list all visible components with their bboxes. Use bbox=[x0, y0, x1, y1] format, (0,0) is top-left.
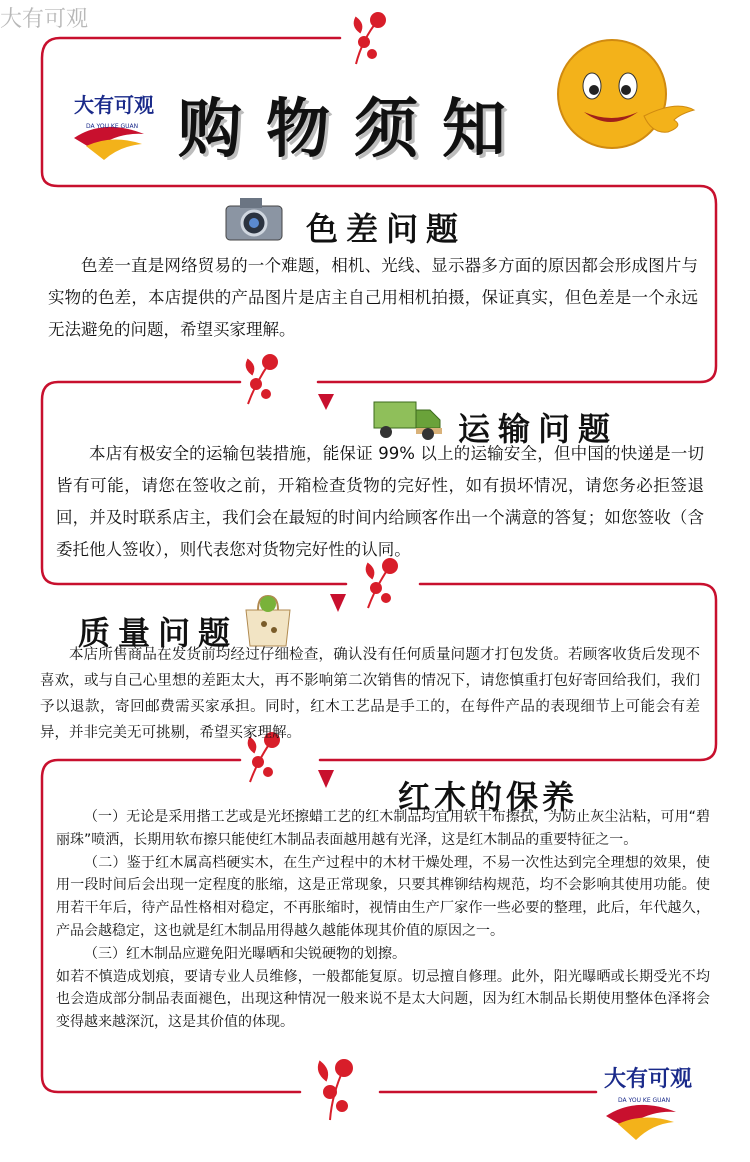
section-body-quality bbox=[40, 642, 700, 746]
paragraph: （三）红木制品应避免阳光曝晒和尖锐硬物的划擦。 bbox=[84, 945, 406, 962]
brand-logo-icon bbox=[64, 88, 160, 164]
shopping-bag-icon bbox=[240, 590, 296, 648]
watermark: 大有可观 bbox=[0, 7, 89, 32]
smiley-icon bbox=[548, 30, 698, 160]
camera-icon bbox=[222, 194, 294, 244]
paragraph: 本店有极安全的运输包装措施，能保证 99% 以上的运输安全，但中国的快递是一切皆有可能，请您在签收之前，开箱检查货物的完好性，如有损坏情况，请您务必拒签退回，并及时联系店主，我们会在最短的时间内给顾客作出一个满意的答复；如您签收（含委托他人签收），则代表您对货物完好性的认同。 bbox=[56, 444, 704, 559]
truck-icon bbox=[372, 394, 444, 442]
svg-text:DA YOU KE GUAN: DA YOU KE GUAN bbox=[618, 1097, 671, 1104]
paragraph: 本店所售商品在发货前均经过仔细检查，确认没有任何质量问题才打包发货。若顾客收货后发现不喜欢，或与自己心里想的差距太大，再不影响第二次销售的情况下，请您慎重打包好寄回给我们，我们予以退款，寄回邮费需买家承担。同时，红木工艺品是手工的，在每件产品的表现细节上可能会有差异，并非完美无可挑剔，希望买家理解。 bbox=[40, 647, 700, 741]
paragraph: （一）无论是采用揩工艺或是光坯擦蜡工艺的红木制品均宜用软干布擦拭，为防止灰尘沾粘，可用“碧丽珠”喷洒，长期用软布擦只能使红木制品表面越用越有光泽，这是红木制品的重要特征之一。 bbox=[56, 809, 710, 848]
section-body-color bbox=[48, 250, 698, 346]
section-title-shipping: 运输问题 bbox=[458, 410, 619, 448]
svg-text:DA YOU KE GUAN: DA YOU KE GUAN bbox=[86, 123, 139, 130]
paragraph: 色差一直是网络贸易的一个难题，相机、光线、显示器多方面的原因都会形成图片与实物的色差，本店提供的产品图片是店主自己用相机拍摄，保证真实，但色差是一个永远无法避免的问题，希望买家理解。 bbox=[48, 256, 698, 339]
section-body-shipping bbox=[56, 438, 704, 566]
page-title: 购物须知 bbox=[178, 93, 530, 167]
section-title-quality: 质量问题 bbox=[78, 614, 239, 652]
brand-logo-icon bbox=[596, 1060, 692, 1146]
svg-text:大有可观: 大有可观 bbox=[74, 93, 154, 117]
paragraph: （二）鉴于红木属高档硬实木，在生产过程中的木材干燥处理，不易一次性达到完全理想的效果，使用一段时间后会出现一定程度的胀缩，这是正常现象，只要其榫铆结构规范，均不会影响其使用功能。使用若干年后，待产品性格相对稳定，不再胀缩时，视情由生产厂家作一些必要的整理，此后，年代越久，产品会越稳定，这也就是红木制品用得越久越能体现其价值的原因之一。 bbox=[56, 854, 710, 939]
section-body-care bbox=[56, 806, 710, 1034]
section-title-color: 色差问题 bbox=[306, 210, 467, 248]
paragraph: 如若不慎造成划痕，要请专业人员维修，一般都能复原。切忌擅自修理。此外，阳光曝晒或长期受光不均也会造成部分制品表面褪色，出现这种情况一般来说不是太大问题，因为红木制品长期使用整体色泽将会变得越来越深沉，这是其价值的体现。 bbox=[56, 968, 710, 1031]
section-title-care: 红木的保养 bbox=[398, 778, 579, 816]
svg-text:大有可观: 大有可观 bbox=[604, 1067, 692, 1092]
